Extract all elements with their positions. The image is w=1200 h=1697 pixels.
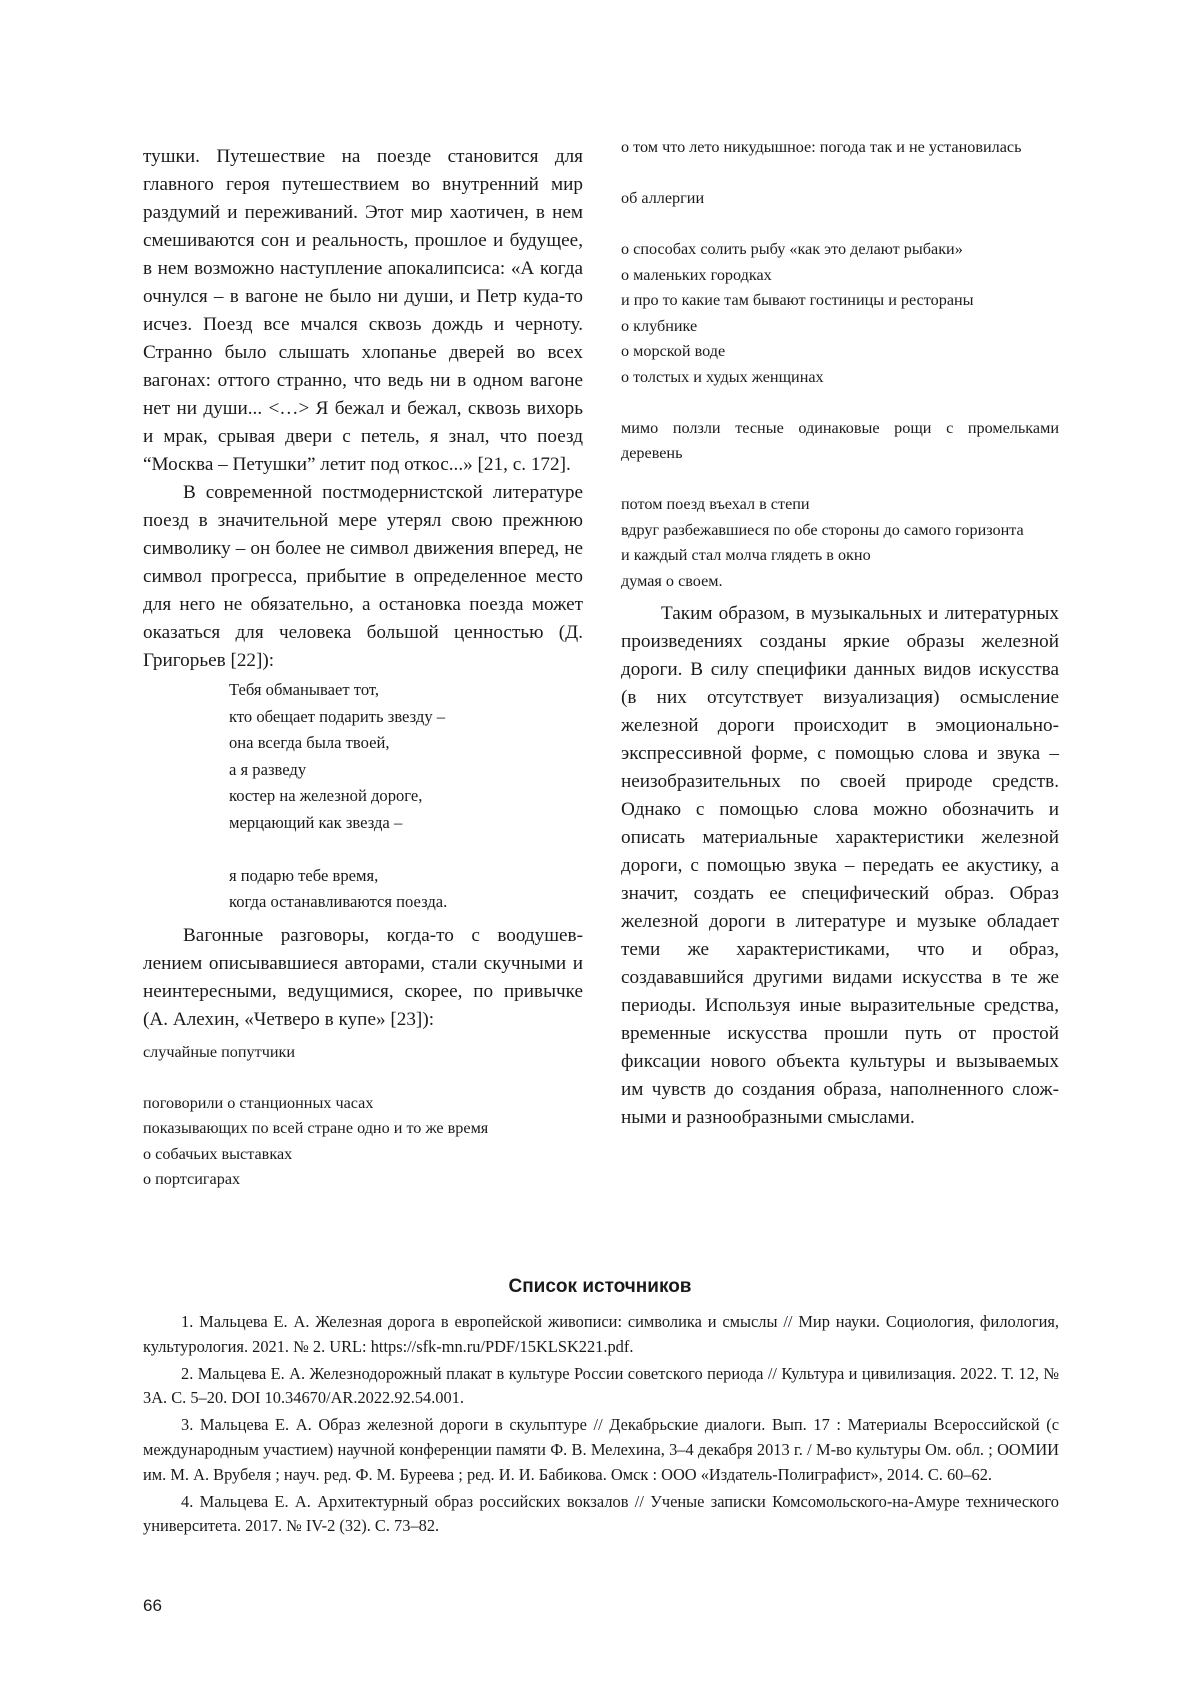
verse-stanza-break — [143, 1065, 583, 1091]
conclusion-paragraph: Таким образом, в музыкальных и литературных произведениях созданы яркие образы железной дороги. В силу специфики данных видов искусства (в них отсутствует визуализация) осмысление железной дороги происходит в эмоционально-экспрессивной форме, с помощью слова и звука – неизобразительных по своей природе средств. Однако с помощью слова можно обозначить и описать материальные характеристики железной дороги, с помощью звука – передать ее акустику, а значит, создать ее специфический образ. Образ железной дороги в литературе и музыке обладает теми же характеристиками, что и образ, создававшийся другими видами искусства в те же периоды. Используя иные выразительные средства, временные искусства прошли путь от простой фиксации нового объекта культуры и вызываемых им чувств до создания образа, наполненного сложными и разнообразными смыслами. — [621, 603, 1059, 1128]
poem-line: костер на железной дороге, — [229, 786, 423, 805]
verse-line: о способах солить рыбу «как это делают рыбаки» — [621, 240, 963, 258]
left-column — [143, 143, 583, 1193]
right-column — [621, 135, 1059, 1132]
paragraph-1: тушки. Путешествие на поезде становится для главного героя путешествием во внутренний мир раздумий и переживаний. Этот мир хаотичен, в нем смешиваются сон и реальность, прошлое и будущее, в нем возможно наступление апокалипсиса: «А когда очнулся – в вагоне не было ни души, и Петр куда-то исчез. Поезд все мчался сквозь дождь и черноту. Странно было слышать хлопанье дверей во всех вагонах: оттого странно, что ведь ни в одном вагоне нет ни души... <…> Я бежал и бежал, сквозь вихорь и мрак, срывая двери с петель, я знал, что поезд “Москва – Петушки” летит под откос...» [21, с. 172]. — [143, 146, 583, 475]
verse-line: о портсигарах — [143, 1170, 241, 1188]
verse-line: о толстых и худых женщинах — [621, 367, 824, 386]
source-item: 1. Мальцева Е. А. Железная дорога в европейской живописи: символика и смыслы // Мир науки. Социология, филология, культурология. 2021. № 2. URL: https://sfk-mn.ru/PDF/15KLSK221.pdf. — [143, 1312, 1059, 1356]
paragraph-2: В современной постмодернистской литературе поезд в значительной мере утерял свою прежнюю символику – он более не символ движения вперед, не символ прогресса, прибытие в определенное место для него не обязательно, а остановка поезда может оказаться для человека большой ценностью (Д. Григорьев [22]): — [143, 482, 583, 671]
poem-line: я подарю тебе время, — [229, 865, 379, 885]
verse-line: и про то какие там бывают гостиницы и рестораны — [621, 291, 974, 309]
verse-alekhin-part-2 — [621, 135, 1059, 594]
verse-line: потом поезд въехал в степи — [621, 495, 810, 513]
verse-line: вдруг разбежавшиеся по обе стороны до самого горизонта — [621, 520, 1024, 539]
page-number: 66 — [143, 1596, 162, 1615]
verse-stanza-break — [621, 390, 1059, 416]
poem-line: она всегда была твоей, — [229, 733, 390, 752]
sources-heading: Список источников — [508, 1276, 692, 1297]
verse-stanza-break — [621, 161, 1059, 187]
poem-grigoriev — [229, 677, 583, 916]
verse-line: мимо ползли тесные одинаковые рощи с промельками деревень — [621, 418, 1059, 462]
poem-line: а я разведу — [229, 759, 307, 779]
verse-stanza-break — [621, 212, 1059, 238]
source-item: 2. Мальцева Е. А. Железнодорожный плакат в культуре России советского периода // Культура и цивилизация. 2022. Т. 12, № 3А. С. 5–20. DOI 10.34670/AR.2022.92.54.001. — [143, 1363, 1059, 1408]
verse-line: случайные попутчики — [143, 1042, 296, 1061]
verse-line: и каждый стал молча глядеть в окно — [621, 546, 871, 564]
verse-stanza-break — [621, 467, 1059, 493]
verse-line: о собачьих выставках — [143, 1144, 293, 1163]
verse-line: поговорили о станционных часах — [143, 1093, 374, 1112]
poem-line: кто обещает подарить звезду – — [229, 706, 446, 726]
paragraph-3: Вагонные разговоры, когда-то с воодушевлением описывавшиеся авторами, стали скучными и неинтересными, ведущимися, скорее, по привычке (А. Алехин, «Четверо в купе» [23]): — [143, 924, 583, 1030]
verse-line: думая о своем. — [621, 571, 723, 590]
poem-line: когда останавливаются поезда. — [229, 892, 448, 911]
verse-line: о том что лето никудышное: погода так и не установилась — [621, 138, 1022, 156]
source-item: 3. Мальцева Е. А. Образ железной дороги в скульптуре // Декабрьские диалоги. Вып. 17 : Материалы Всероссийской (с международным участием) научной конференции памяти Ф. В. Мелехина, 3–4 декабря 2013 г. / М-во культуры Ом. обл. ; ООМИИ им. М. А. Врубеля ; науч. ред. Ф. М. Буреева ; ред. И. И. Бабикова. Омск : ООО «Издатель-Полиграфист», 2014. С. 60–62. — [143, 1415, 1059, 1484]
verse-line: о клубнике — [621, 316, 698, 335]
verse-line: показывающих по всей стране одно и то же время — [143, 1119, 489, 1137]
source-item: 4. Мальцева Е. А. Архитектурный образ российских вокзалов // Ученые записки Комсомольского-на-Амуре технического университета. 2017. № IV-2 (32). С. 73–82. — [143, 1491, 1059, 1536]
verse-line: о маленьких городках — [621, 265, 772, 284]
poem-line: мерцающий как звезда – — [229, 812, 403, 832]
verse-line: о морской воде — [621, 342, 726, 360]
verse-alekhin-part-1 — [143, 1040, 583, 1193]
sources-list — [143, 1310, 1059, 1541]
verse-line: об аллергии — [621, 189, 705, 207]
poem-stanza-break — [229, 836, 583, 863]
poem-line: Тебя обманывает тот, — [229, 680, 380, 699]
